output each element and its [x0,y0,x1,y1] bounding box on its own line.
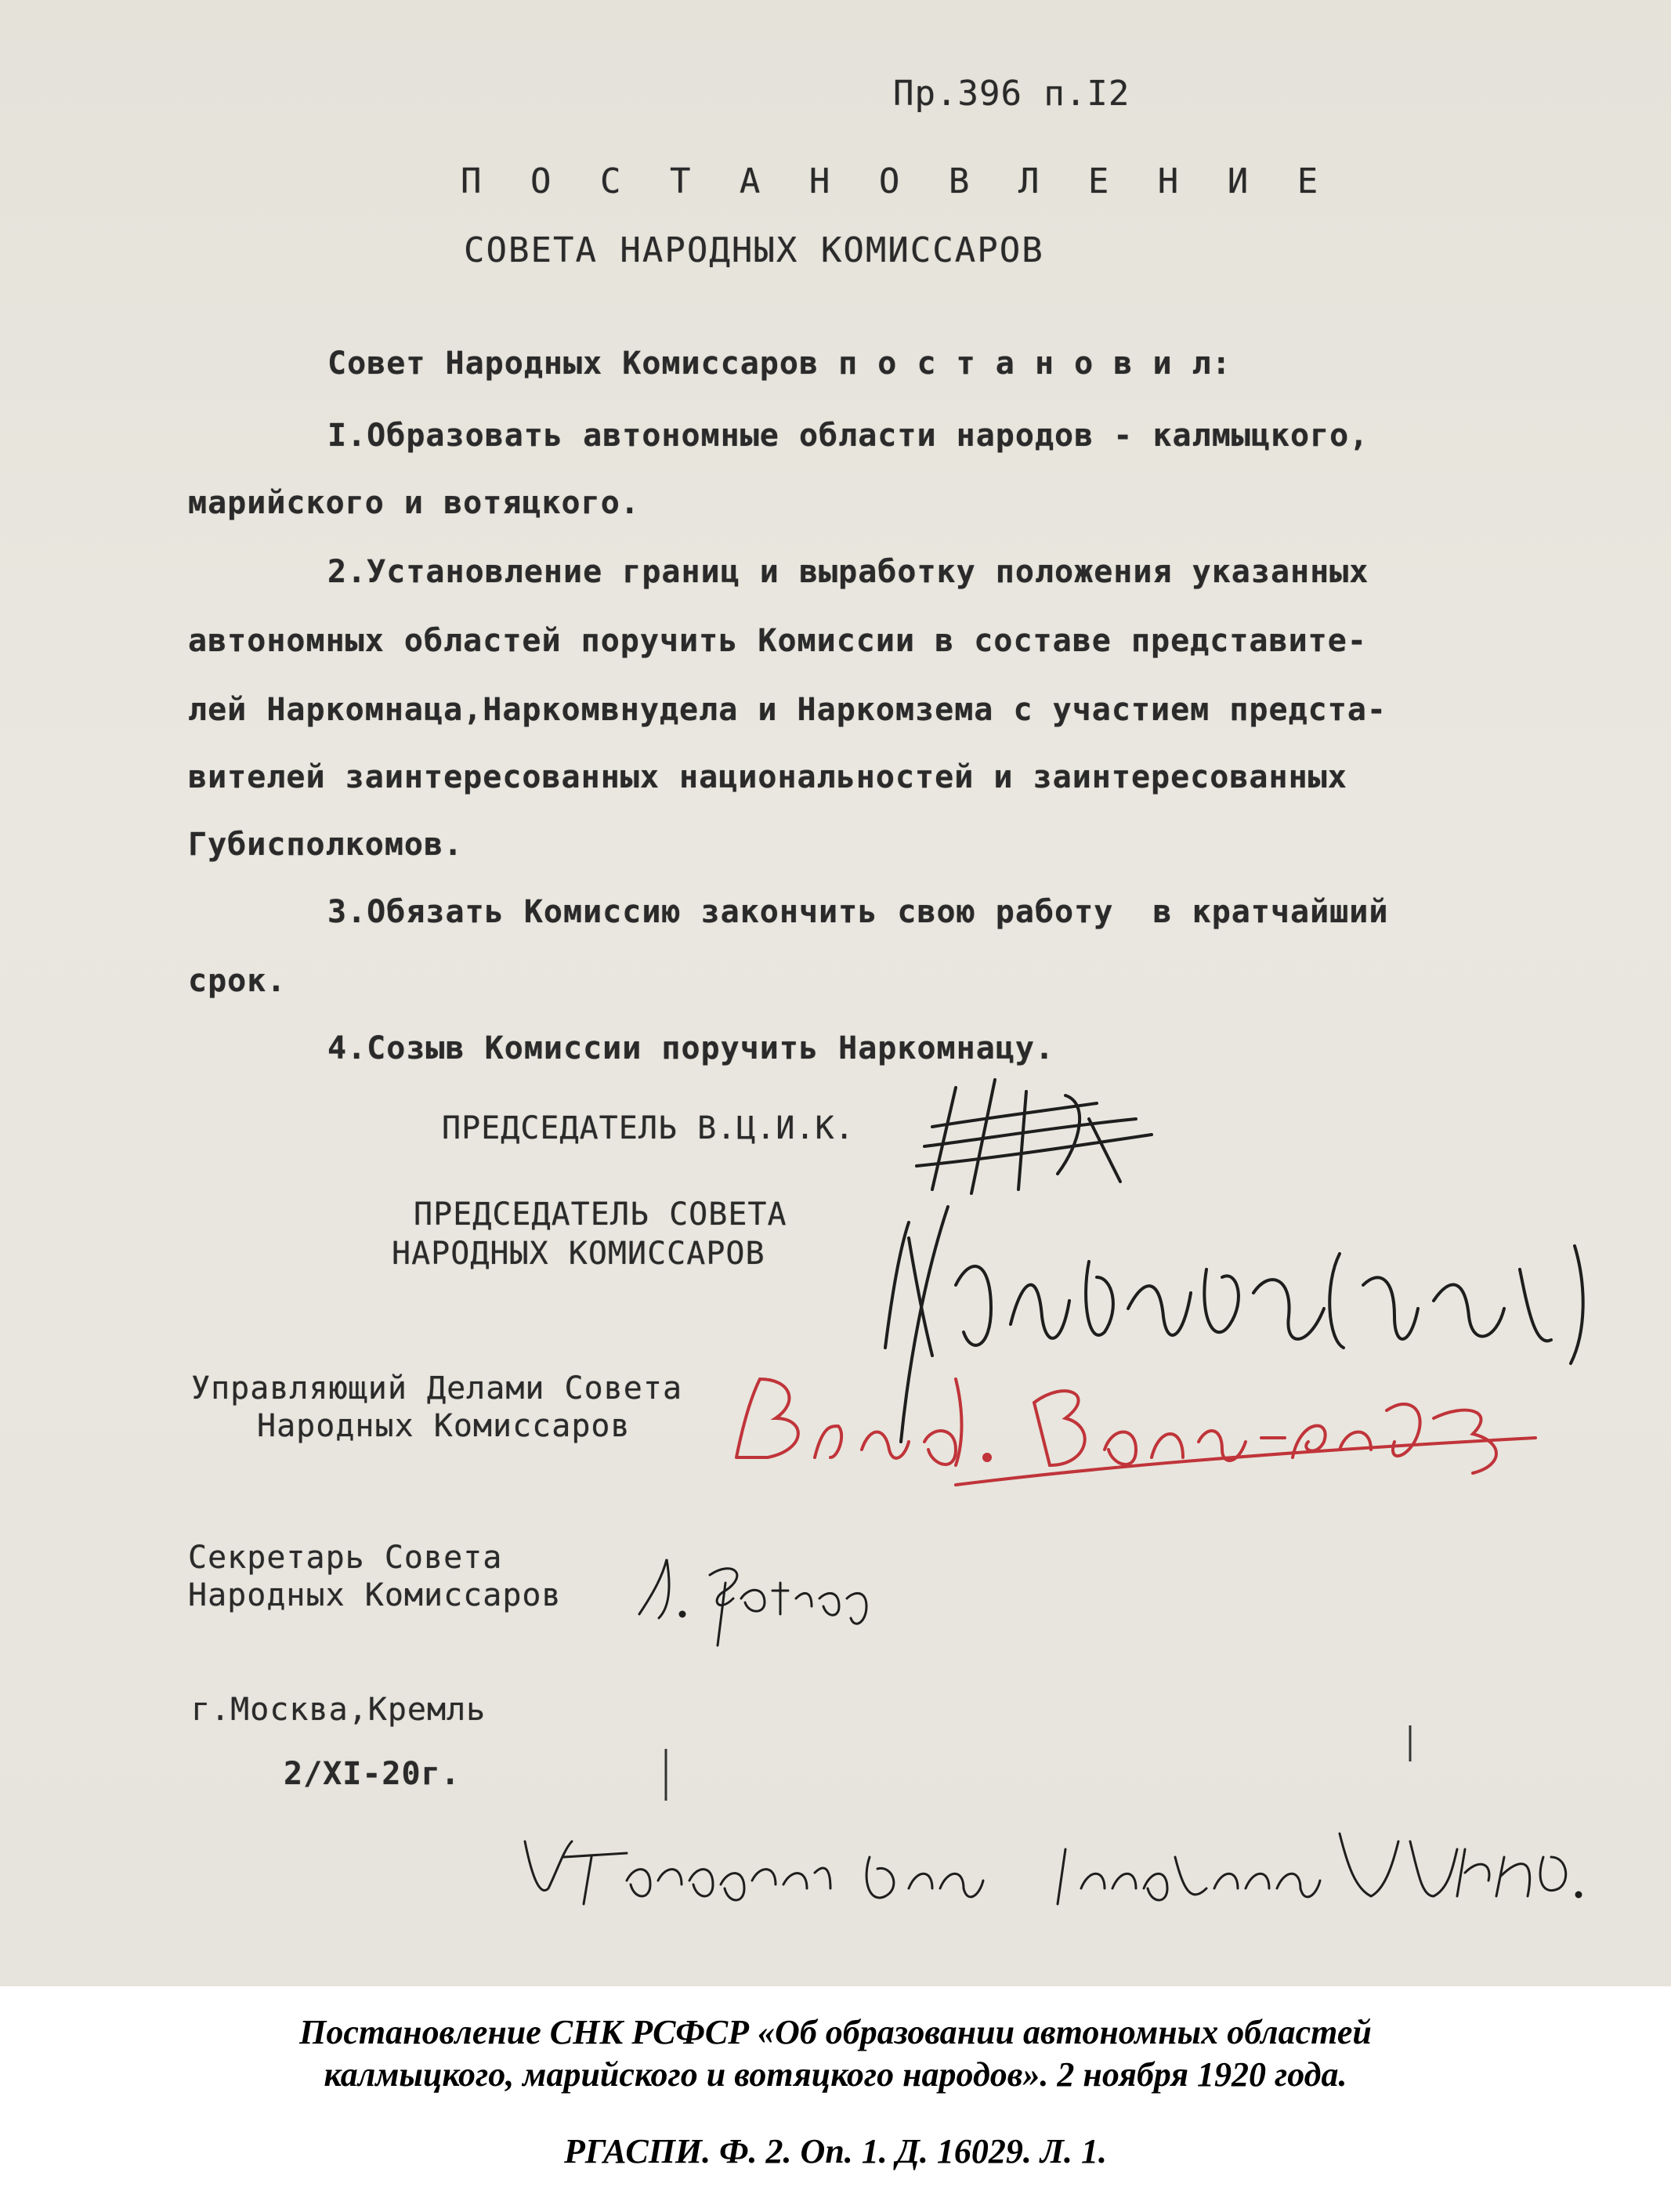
paragraph-1-line-1: I.Образовать автономные области народов - калмыцкого, [327,418,1369,454]
fotieva-signature [624,1544,882,1653]
paragraph-2-line-4: вителей заинтересованных национальностей и заинтересованных [188,759,1347,795]
affairs-manager-title-line-2: Народных Комиссаров [257,1408,631,1444]
paragraph-2-line-5: Губисполкомов. [188,827,464,863]
paragraph-2-line-2: автономных областей поручить Комиссии в составе представите- [188,623,1367,659]
date: 2/XI-20г. [284,1756,461,1792]
pencil-tick-right [1406,1724,1414,1763]
place: г.Москва,Кремль [191,1692,486,1728]
affairs-manager-title-line-1: Управляющий Делами Совета [191,1370,683,1406]
document-heading-title: П О С Т А Н О В Л Е Н И Е [461,161,1333,201]
bonch-bruevich-signature [721,1348,1567,1497]
snk-chair-title-line-1: ПРЕДСЕДАТЕЛЬ СОВЕТА [414,1197,787,1233]
snk-chair-title-line-2: НАРОДНЫХ КОМИССАРОВ [392,1236,765,1272]
vcik-signature-crossed [901,1072,1167,1205]
archive-reference: РГАСПИ. Ф. 2. Оп. 1. Д. 16029. Л. 1. [563,2132,1108,2170]
reference-number: Пр.396 п.I2 [893,74,1130,114]
approval-note-handwritten [517,1810,1590,1935]
secretary-title-line-2: Народных Комиссаров [188,1577,562,1613]
paragraph-1-line-2: марийского и вотяцкого. [188,485,640,521]
paragraph-4-line-1: 4.Созыв Комиссии поручить Наркомнацу. [327,1030,1055,1066]
secretary-title-line-1: Секретарь Совета [188,1540,503,1576]
caption-line-1: Постановление СНК РСФСР «Об образовании автономных областей [299,2013,1372,2051]
preamble: Совет Народных Комиссаров п о с т а н о в и л: [327,346,1232,382]
pencil-tick-left [662,1747,670,1802]
caption-line-2: калмыцкого, марийского и вотяцкого народов». 2 ноября 1920 года. [324,2055,1347,2094]
paragraph-3-line-2: срок. [188,963,287,999]
document-heading-subtitle: СОВЕТА НАРОДНЫХ КОМИССАРОВ [464,230,1044,270]
paragraph-2-line-1: 2.Установление границ и выработку положения указанных [327,554,1369,590]
vcik-chair-title: ПРЕДСЕДАТЕЛЬ В.Ц.И.К. [442,1110,855,1146]
paragraph-3-line-1: 3.Обязать Комиссию закончить свою работу в кратчайший [327,894,1389,930]
paragraph-2-line-3: лей Наркомнаца,Наркомвнудела и Наркомзема с участием предста- [188,692,1387,728]
